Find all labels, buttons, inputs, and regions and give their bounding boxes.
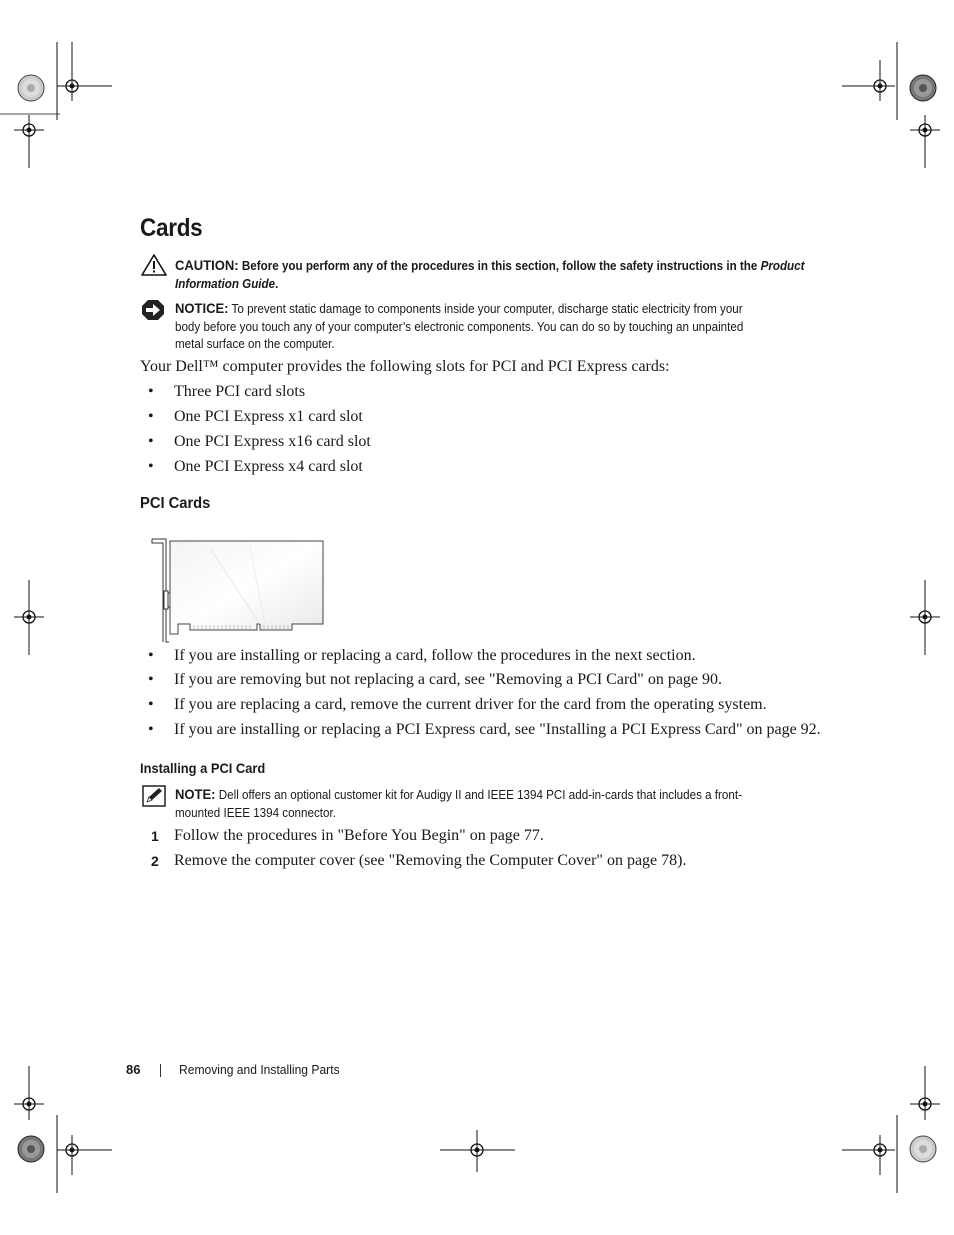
notice-line2: body before you touch any of your computer’s electronic components. You can do so by touching an unpainted xyxy=(175,319,744,334)
intro-paragraph: Your Dell™ computer provides the following slots for PCI and PCI Express cards: xyxy=(140,358,670,375)
bullet-marker: • xyxy=(148,696,154,713)
notice-line1: To prevent static damage to components inside your computer, discharge static electricity from your xyxy=(231,302,743,316)
notice-line3: metal surface on the computer. xyxy=(175,337,335,351)
bullet-marker: • xyxy=(148,408,154,425)
bullet-marker: • xyxy=(148,383,154,400)
footer-divider xyxy=(160,1064,161,1077)
list-item: If you are replacing a card, remove the current driver for the card from the operating system. xyxy=(174,696,767,713)
step-number: 2 xyxy=(151,853,159,869)
bullet-marker: • xyxy=(148,671,154,688)
notice-text xyxy=(175,300,807,354)
note-text xyxy=(175,786,807,822)
caution-warning-icon xyxy=(141,254,167,276)
section-heading: PCI Cards xyxy=(140,495,211,512)
list-item: If you are removing but not replacing a card, see "Removing a PCI Card" on page 90. xyxy=(174,671,723,688)
list-item: If you are installing or replacing a card, follow the procedures in the next section. xyxy=(174,647,696,664)
caution-body: Before you perform any of the procedures in this section, follow the safety instructions in the xyxy=(241,259,758,273)
bullet-marker: • xyxy=(148,433,154,450)
caution-end: . xyxy=(275,276,279,291)
note-line2: mounted IEEE 1394 connector. xyxy=(175,805,336,820)
step-text: Follow the procedures in "Before You Begin" on page 77. xyxy=(174,827,544,844)
subsection-heading: Installing a PCI Card xyxy=(140,760,266,776)
list-item: One PCI Express x16 card slot xyxy=(174,433,371,450)
notice-label: NOTICE: xyxy=(175,300,229,316)
caution-guide: Product Information Guide xyxy=(175,259,805,291)
caution-label: CAUTION: xyxy=(175,257,239,273)
step-text: Remove the computer cover (see "Removing the Computer Cover" on page 78). xyxy=(174,852,687,869)
list-item: Three PCI card slots xyxy=(174,383,306,400)
note-label: NOTE: xyxy=(175,786,216,802)
list-item: One PCI Express x4 card slot xyxy=(174,458,363,475)
pci-card-illustration xyxy=(150,536,328,646)
bullet-marker: • xyxy=(148,721,154,738)
list-item: If you are installing or replacing a PCI Express card, see "Installing a PCI Express Card" on page 92. xyxy=(174,721,821,738)
bullet-marker: • xyxy=(148,458,154,475)
note-line1: Dell offers an optional customer kit for Audigy II and IEEE 1394 PCI add-in-cards that includes a front- xyxy=(218,788,742,802)
page-title: Cards xyxy=(140,214,203,242)
footer-section-title: Removing and Installing Parts xyxy=(179,1062,340,1077)
list-item: One PCI Express x1 card slot xyxy=(174,408,363,425)
notice-arrow-icon xyxy=(141,299,165,321)
page-number: 86 xyxy=(126,1062,141,1077)
note-pencil-icon xyxy=(142,785,166,807)
caution-text xyxy=(175,257,807,293)
bullet-marker: • xyxy=(148,647,154,664)
step-number: 1 xyxy=(151,828,159,844)
